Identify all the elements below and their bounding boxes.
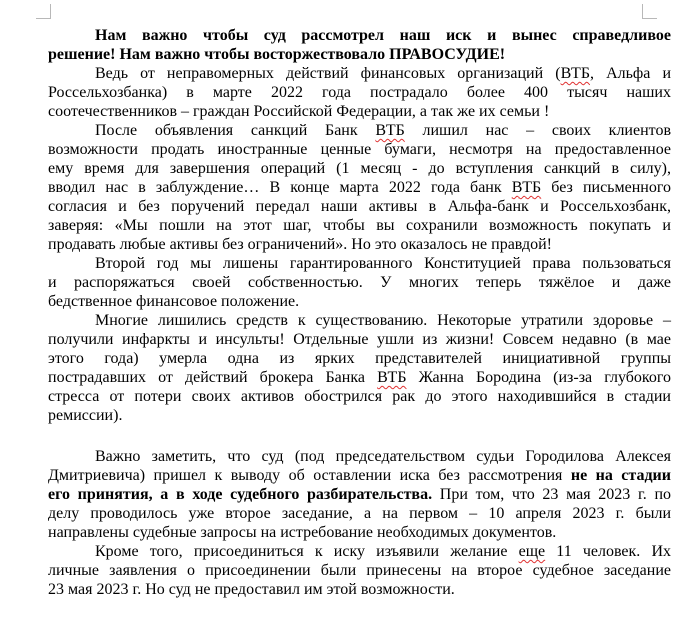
text-line	[48, 121, 671, 140]
text-line	[48, 542, 671, 561]
paragraph-spacer	[48, 425, 671, 447]
text-line	[48, 273, 671, 292]
text-line	[48, 159, 671, 178]
text-line	[48, 235, 671, 254]
text-run: Второй год мы лишены гарантированного Конституцией права пользоваться	[95, 255, 671, 272]
text-run: не на стадии	[570, 467, 671, 484]
text-run: Ведь от неправомерных действий финансовых организаций (	[95, 65, 561, 82]
paragraph	[48, 254, 671, 311]
spellcheck-flagged-word: ВТБ	[377, 369, 407, 386]
text-line	[48, 485, 671, 504]
spellcheck-flagged-word: ВТБ	[511, 179, 542, 196]
page-margin-corner-left	[36, 4, 51, 19]
text-run: Важно заметить, что суд (под председательством судьи Городилова Алексея	[95, 448, 671, 465]
text-run: делу проводилось уже второе заседание, а на первом – 10 апреля 2023 г. были	[48, 505, 671, 522]
text-run: лишил нас – своих клиентов	[404, 122, 671, 139]
spellcheck-flagged-word: ВТБ	[560, 65, 590, 82]
text-line	[48, 504, 671, 523]
text-run: При том, что 23 мая 2023 г. по	[432, 486, 672, 503]
text-line	[48, 311, 671, 330]
paragraph	[48, 26, 671, 64]
text-run: личные заявления о присоединении были принесены на второе судебное заседание	[48, 562, 671, 579]
spellcheck-flagged-word: еще	[518, 543, 546, 560]
text-line	[48, 83, 671, 102]
text-run: его принятия, а в ходе судебного разбирательства.	[48, 486, 433, 503]
text-line	[48, 561, 671, 580]
text-line	[48, 26, 671, 45]
text-run: возможности продать иностранные ценные бумаги, несмотря на предоставленное	[48, 141, 671, 158]
text-line	[48, 387, 671, 406]
text-line	[48, 349, 671, 368]
text-run: направлены судебные запросы на истребование необходимых документов.	[48, 524, 557, 541]
text-line	[48, 580, 671, 599]
text-run: соотечественников – граждан Российской Федерации, а так же их семьи !	[48, 103, 550, 120]
text-run: вводил нас в заблуждение… В конце марта 2022 года банк	[48, 179, 512, 196]
text-run: Кроме того, присоединиться к иску изъявили желание	[95, 543, 519, 560]
text-run: решение! Нам важно чтобы восторжествовало ПРАВОСУДИЕ!	[48, 46, 506, 63]
text-run: без письменного	[541, 179, 671, 196]
text-run: и распоряжаться своей собственностью. У многих теперь тяжёлое и даже	[48, 274, 671, 291]
paragraph	[48, 311, 671, 425]
text-run: Дмитриевича) пришел к выводу об оставлении иска без рассмотрения	[48, 467, 571, 484]
text-line	[48, 140, 671, 159]
text-line	[48, 197, 671, 216]
text-line	[48, 330, 671, 349]
text-run: получили инфаркты и инсульты! Отдельные ушли из жизни! Совсем недавно (в мае	[48, 331, 671, 348]
document-body	[48, 26, 671, 599]
text-run: 11 человек. Их	[545, 543, 672, 560]
text-line	[48, 523, 671, 542]
text-run: Россельхозбанка) в марте 2022 года пострадало более 400 тысяч наших	[48, 84, 671, 101]
text-line	[48, 102, 671, 121]
text-run: бедственное финансовое положение.	[48, 293, 300, 310]
text-run: заверяя: «Мы пошли на этот шаг, чтобы вы сохранили возможность покупать и	[48, 217, 671, 234]
text-run: продавать любые активы без ограничений». Но это оказалось не правдой!	[48, 236, 552, 253]
text-run: пострадавших от действий брокера Банка	[48, 369, 378, 386]
text-run: согласия и без поручений передал наши активы в Альфа-банк и Россельхозбанк,	[48, 198, 671, 215]
text-run: Многие лишились средств к существованию. Некоторые утратили здоровье –	[95, 312, 671, 329]
text-run: 23 мая 2023 г. Но суд не предоставил им этой возможности.	[48, 581, 455, 598]
spellcheck-flagged-word: ВТБ	[375, 122, 405, 139]
text-run: этого года) умерла одна из ярких представителей инициативной группы	[48, 350, 671, 367]
text-line	[48, 466, 671, 485]
text-line	[48, 292, 671, 311]
text-run: ему время для завершения операций (1 месяц - до вступления санкций в силу),	[48, 160, 671, 177]
text-line	[48, 216, 671, 235]
text-run: Нам важно чтобы суд рассмотрел наш иск и вынес справедливое	[95, 27, 671, 44]
text-run: ремиссии).	[48, 407, 123, 424]
text-run: Жанна Бородина (из-за глубокого	[406, 369, 672, 386]
text-line	[48, 254, 671, 273]
paragraph	[48, 121, 671, 254]
text-line	[48, 45, 671, 64]
page-margin-corner-right	[642, 4, 657, 19]
text-line	[48, 406, 671, 425]
text-run: , Альфа и	[590, 65, 672, 82]
text-line	[48, 447, 671, 466]
paragraph	[48, 542, 671, 599]
text-run: стресса от потери своих активов обострился рак до этого находившийся в стадии	[48, 388, 671, 405]
text-run: После объявления санкций Банк	[95, 122, 376, 139]
text-line	[48, 178, 671, 197]
text-line	[48, 368, 671, 387]
paragraph	[48, 64, 671, 121]
text-line	[48, 64, 671, 83]
paragraph	[48, 447, 671, 542]
